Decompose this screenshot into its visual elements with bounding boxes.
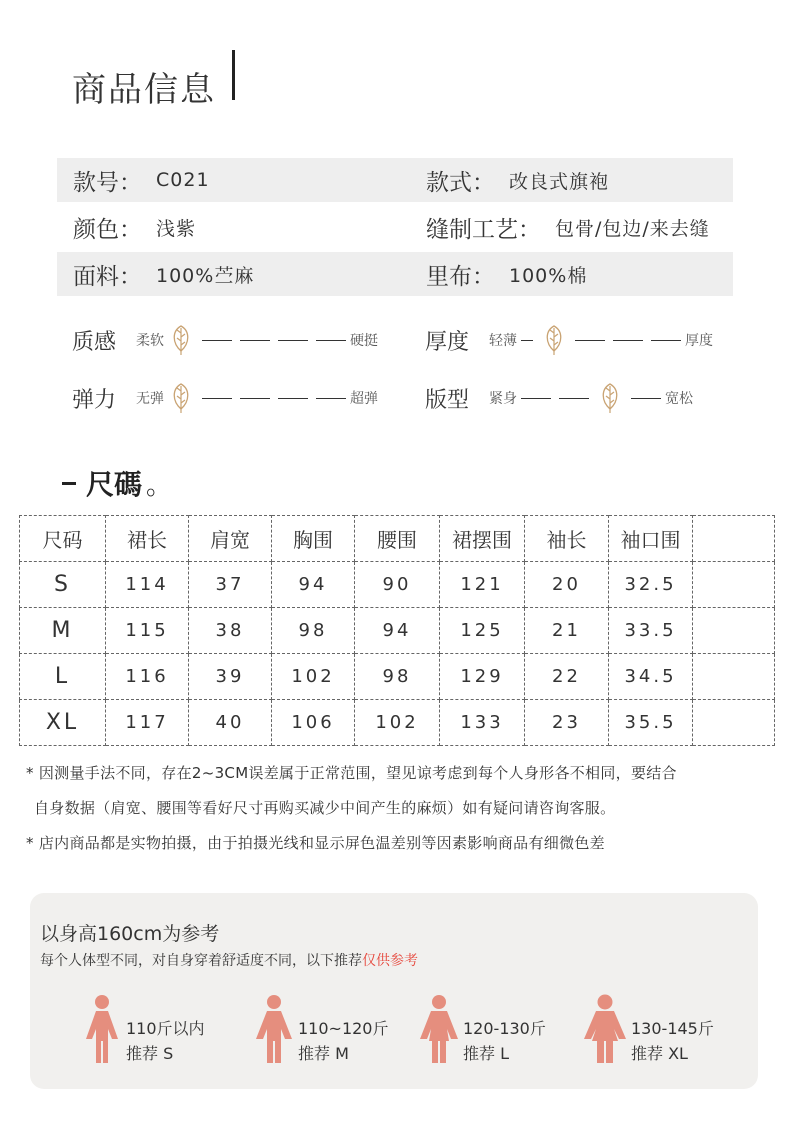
size-heading [62, 463, 172, 503]
scale-label: 质感 [72, 329, 117, 355]
header-cell: 尺码 [20, 516, 106, 562]
table-cell: 35.5 [609, 700, 693, 746]
table-cell: 116 [106, 654, 189, 700]
title-divider [232, 50, 235, 100]
table-row [20, 562, 775, 608]
table-cell: 102 [355, 700, 440, 746]
scale-min-label: 无弹 [136, 391, 164, 407]
scale-min-label: 柔软 [136, 333, 164, 349]
size-table [19, 515, 775, 746]
table-cell: 117 [106, 700, 189, 746]
table-row [20, 608, 775, 654]
table-cell [693, 654, 775, 700]
reference-subtitle: 每个人体型不同，对自身穿着舒适度不同，以下推荐仅供参考 [40, 953, 418, 969]
scale-label: 厚度 [425, 329, 470, 355]
info-row [57, 205, 733, 249]
table-cell: 94 [355, 608, 440, 654]
size-cell: M [20, 608, 106, 654]
header-cell: 袖长 [525, 516, 609, 562]
info-value: 100%苎麻 [156, 264, 255, 287]
scale-label: 版型 [425, 387, 470, 413]
figure-label: 120-130斤 推荐 L [463, 1019, 546, 1063]
table-cell: 94 [272, 562, 355, 608]
figure-label: 110~120斤 推荐 M [298, 1019, 389, 1063]
figure-label: 130-145斤 推荐 XL [631, 1019, 714, 1063]
woman-figure-icon [254, 993, 294, 1065]
thickness-scale [425, 320, 713, 360]
woman-figure-icon [582, 993, 628, 1065]
table-cell: 129 [440, 654, 525, 700]
table-cell: 34.5 [609, 654, 693, 700]
info-value: 改良式旗袍 [509, 170, 610, 193]
note-text: * 店内商品都是实物拍摄，由于拍摄光线和显示屏色温差别等因素影响商品有细微色差 [26, 834, 605, 852]
note-text: 自身数据（肩宽、腰围等看好尺寸再购买减少中间产生的麻烦）如有疑问请咨询客服。 [34, 799, 616, 817]
scale-label: 弹力 [72, 387, 117, 413]
scale-min-label: 紧身 [489, 391, 517, 407]
table-cell: 106 [272, 700, 355, 746]
table-cell: 133 [440, 700, 525, 746]
figure-label: 110斤以内 推荐 S [126, 1019, 205, 1063]
scale-max-label: 厚度 [685, 333, 713, 349]
header-cell: 袖口围 [609, 516, 693, 562]
table-cell [693, 700, 775, 746]
info-value: C021 [156, 169, 210, 191]
table-cell: 21 [525, 608, 609, 654]
table-cell: 37 [189, 562, 272, 608]
wheat-leaf-icon [595, 381, 625, 415]
table-cell: 115 [106, 608, 189, 654]
elasticity-scale [72, 378, 378, 418]
info-value: 包骨/包边/来去缝 [555, 217, 710, 240]
note-text: * 因测量手法不同，存在2~3CM误差属于正常范围，望见谅考虑到每个人身形各不相同，要结合 [26, 764, 677, 782]
size-cell: S [20, 562, 106, 608]
table-cell: 121 [440, 562, 525, 608]
table-cell: 22 [525, 654, 609, 700]
info-row [57, 158, 733, 202]
scale-min-label: 轻薄 [489, 333, 517, 349]
woman-figure-icon [84, 993, 120, 1065]
info-label: 颜色： [73, 216, 142, 243]
info-value: 100%棉 [509, 264, 588, 287]
info-value: 浅紫 [156, 217, 197, 240]
info-label: 里布： [426, 263, 495, 290]
fit-scale [425, 378, 693, 418]
header-cell [693, 516, 775, 562]
header-cell: 肩宽 [189, 516, 272, 562]
table-row [20, 654, 775, 700]
table-cell: 102 [272, 654, 355, 700]
header-cell: 胸围 [272, 516, 355, 562]
table-cell: 125 [440, 608, 525, 654]
table-cell: 40 [189, 700, 272, 746]
table-cell: 39 [189, 654, 272, 700]
header-cell: 裙摆围 [440, 516, 525, 562]
wheat-leaf-icon [166, 323, 196, 357]
table-cell [693, 562, 775, 608]
table-cell: 114 [106, 562, 189, 608]
info-label: 缝制工艺： [426, 216, 541, 243]
size-heading-dot: 。 [146, 470, 173, 501]
info-label: 款式： [426, 169, 495, 196]
header-cell: 腰围 [355, 516, 440, 562]
table-cell: 20 [525, 562, 609, 608]
scale-max-label: 超弹 [350, 391, 378, 407]
size-heading-text: 尺碼 [86, 468, 143, 501]
table-cell: 98 [272, 608, 355, 654]
scale-max-label: 宽松 [665, 391, 693, 407]
table-cell: 98 [355, 654, 440, 700]
table-cell: 33.5 [609, 608, 693, 654]
reference-highlight: 仅供参考 [362, 953, 418, 969]
table-cell: 90 [355, 562, 440, 608]
wheat-leaf-icon [539, 323, 569, 357]
table-row [20, 700, 775, 746]
wheat-leaf-icon [166, 381, 196, 415]
woman-figure-icon [418, 993, 460, 1065]
table-header-row [20, 516, 775, 562]
table-cell: 23 [525, 700, 609, 746]
info-label: 面料： [73, 263, 142, 290]
reference-title: 以身高160cm为参考 [40, 923, 220, 945]
size-cell: L [20, 654, 106, 700]
table-cell [693, 608, 775, 654]
info-row [57, 252, 733, 296]
header-cell: 裙长 [106, 516, 189, 562]
section-title: 商品信息 [72, 70, 216, 110]
table-cell: 38 [189, 608, 272, 654]
table-cell: 32.5 [609, 562, 693, 608]
size-cell: XL [20, 700, 106, 746]
scale-max-label: 硬挺 [350, 333, 378, 349]
info-label: 款号： [73, 169, 142, 196]
texture-scale [72, 320, 378, 360]
